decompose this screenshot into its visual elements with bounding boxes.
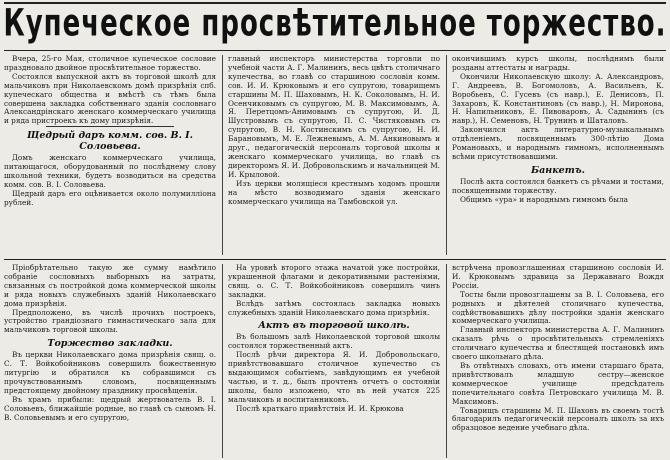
paragraph: Общимъ «ура» и народнымъ гимномъ была: [460, 194, 628, 204]
paragraph: Послѣ краткаго привѣтствія И. И. Крюкова: [236, 403, 404, 413]
subheading: Щедрый даръ комм. сов. В. І. Соловьева.: [27, 130, 193, 153]
paragraph: Главный инспекторъ министерства А. Г. Малининъ сказалъ рѣчь о просвѣтительныхъ стремленіяхъ столичнаго купечества и блестящей постановкѣ имъ своего школьнаго дѣла.: [452, 325, 664, 362]
paragraph: Послѣ акта состоялся банкетъ съ рѣчами и тостами, посвященными торжеству.: [452, 176, 664, 195]
paragraph: главный инспекторъ министерства торговли по учебной части А. Г. Малининъ, весь цвѣтъ столичнаго купечества, во главѣ со старшиною сословія комм. сов. И. И. Крюковымъ и его супругою, товарищемъ старшины М. П. Шаховымъ, Н. К. Соколовымъ, Н. И. Осенчиковымъ съ супругою, М. В. Максимовымъ, А. Я. Перетцомъ-Анимовымъ съ супругою, И. Д. Шустровымъ съ супругою, П. С. Чистяковымъ съ супругою, В. Н. Костинскимъ съ супругою, Н. И. Барановымъ, М. Е. Лежневымъ, А. М. Анкиновымъ и друг., педагогическій персоналъ торговой школы и женскаго коммерческаго училища, во главѣ съ директоромъ Я. И. Добровольскимъ и начальницей М. И. Крыловой.: [228, 55, 440, 179]
subheading: Торжество закладки.: [47, 338, 173, 350]
bottom-column-1: [4, 264, 216, 458]
paragraph: Вслѣдъ затѣмъ состоялась закладка новыхъ служебныхъ зданій Николаевскаго дома призрѣнія.: [228, 298, 440, 317]
paragraph: Вчера, 25-го Мая, столичное купеческое сословие праздновало двойное просвѣтительное торжество.: [4, 55, 216, 72]
paragraph: Домъ женскаго коммерческаго училища, питающагося, оборудованный по послѣднему слову школьной техники, будетъ возводиться на средства комм. сов. В. І. Соловьева.: [4, 153, 216, 189]
paragraph: Послѣ рѣчи директора Я. И. Добровольскаго, привѣтствовавшаго столичное купечество съ выдающимся событіемъ, завѣдующимъ ея учебной частью, и т. д., былъ прочтенъ отчетъ о состояніи школы, было изложено, что въ ней учатся 225 мальчиковъ и воспитанниковъ.: [228, 350, 440, 404]
paragraph: Щедрый даръ его оцѣнивается около полумилліона рублей.: [4, 188, 216, 207]
subheading: Актъ въ торговой школѣ.: [258, 320, 410, 332]
column-separator: [446, 55, 447, 255]
bottom-column-2: [228, 264, 440, 458]
subheading: Банкетъ.: [531, 164, 585, 176]
paragraph: встрѣчена провозглашенная старшиною сословія И. И. Крюковымъ здравица за Державнаго Вождя Россіи.: [452, 264, 664, 290]
paragraph: Состоялся выпускной актъ въ торговой школѣ для мальчиковъ при Николаевскомъ домѣ призрѣнія спб. купеческаго общества и вмѣстѣ съ тѣмъ была совершена закладка собственнаго зданія сословнаго Александрінскаго женскаго коммерческаго училища и ряда пристроекъ къ дому призрѣнія.: [4, 71, 216, 126]
top-column-2: [228, 55, 440, 255]
paragraph: окончившимъ курсъ школы, послѣднимъ были розданы аттестаты и награды.: [452, 55, 664, 72]
paragraph: Въ церкви Николаевскаго дома призрѣнія свящ. о. С. Т. Войкобойниковъ совершилъ божественную литургію и обратился къ собравшимся съ прочувствованнымъ словомъ, посвященнымъ предстоящему двойному празднику просвѣщенія.: [4, 350, 216, 395]
subhead-rule: [46, 126, 173, 127]
column-separator: [446, 264, 447, 458]
paragraph: Пріобрѣтательно такую же сумму намѣтило собраніе сословныхъ выборныхъ на затраты, связанныя съ постройкой дома коммерческой школы и ряда новыхъ служебныхъ зданій Николаевскаго дома призрѣнія.: [4, 264, 216, 308]
paragraph: Въ храмъ прибыли: щедрый жертвователь В. І. Соловьевъ, ближайшіе родные, во главѣ съ сыномъ Н. В. Соловьевымъ и его супругою,: [4, 394, 216, 422]
paragraph: Въ отвѣтныхъ словахъ, отъ имени старшаго брата, привѣтствовалъ младшую сестру—женское коммерческое училище предсѣдатель попечительнаго совѣта Петровскаго училища М. В. Максимовъ.: [452, 360, 664, 406]
paragraph: Предположено, въ числѣ прочихъ построекъ, устройство грандіознаго гимнастическаго зала для мальчиковъ торговой школы.: [4, 307, 216, 335]
top-column-1: [4, 55, 216, 255]
top-column-3: [452, 55, 664, 255]
bottom-column-3: [452, 264, 664, 458]
headline: Купеческое просвѣтительное торжество.: [3, 2, 667, 46]
paragraph: Закончился актъ литературно-музыкальнымъ отдѣленіемъ, посвященнымъ 300-лѣтію Дома Романовыхъ, и народнымъ гимномъ, исполненнымъ всѣми присутствовавшими.: [452, 125, 664, 161]
section-divider: [4, 259, 666, 260]
paragraph: Тосты были провозглашены за В. І. Соловьева, его родныхъ и дѣятелей столичнаго купечества, содѣйствовавшихъ дѣлу постройки зданія женскаго коммерческаго училища.: [452, 289, 664, 326]
column-separator: [222, 264, 223, 458]
paragraph: Изъ церкви молящіеся крестнымъ ходомъ прошли на мѣсто возводимаго зданія женскаго коммерческаго училища на Тамбовской ул.: [228, 178, 440, 206]
paragraph: Въ большомъ залѣ Николаевской торговой школы состоялся торжественный актъ.: [228, 332, 440, 351]
column-separator: [222, 55, 223, 255]
paragraph: На уровнѣ второго этажа начатой уже постройки, украшенной флагами и декоративными растеніями, свящ. о. С. Т. Войкобойниковъ совершилъ чинъ закладки.: [228, 264, 440, 299]
paragraph: Окончили Николаевскую школу: А. Александровъ, Г. Андреевъ, В. Богомоловъ, А. Васильевъ, К. Воробьевъ, С. Гусевъ (съ навр.), Е. Денисовъ, П. Захаровъ, К. Константиновъ (съ навр.), Н. Миронова, Н. Напильниковъ, Е. Пивоваровъ, А. Садынинъ (съ навр.), Н. Семеновъ, Н. Трунинъ и Шаталовъ.: [452, 71, 664, 126]
paragraph: Товарищъ старшины М. П. Шаховъ въ своемъ тостѣ благодарилъ педагогическій персоналъ школъ за ихъ образцовое ведение учебнаго дѣла.: [452, 405, 664, 433]
headline-bottom-rule: [4, 50, 666, 51]
